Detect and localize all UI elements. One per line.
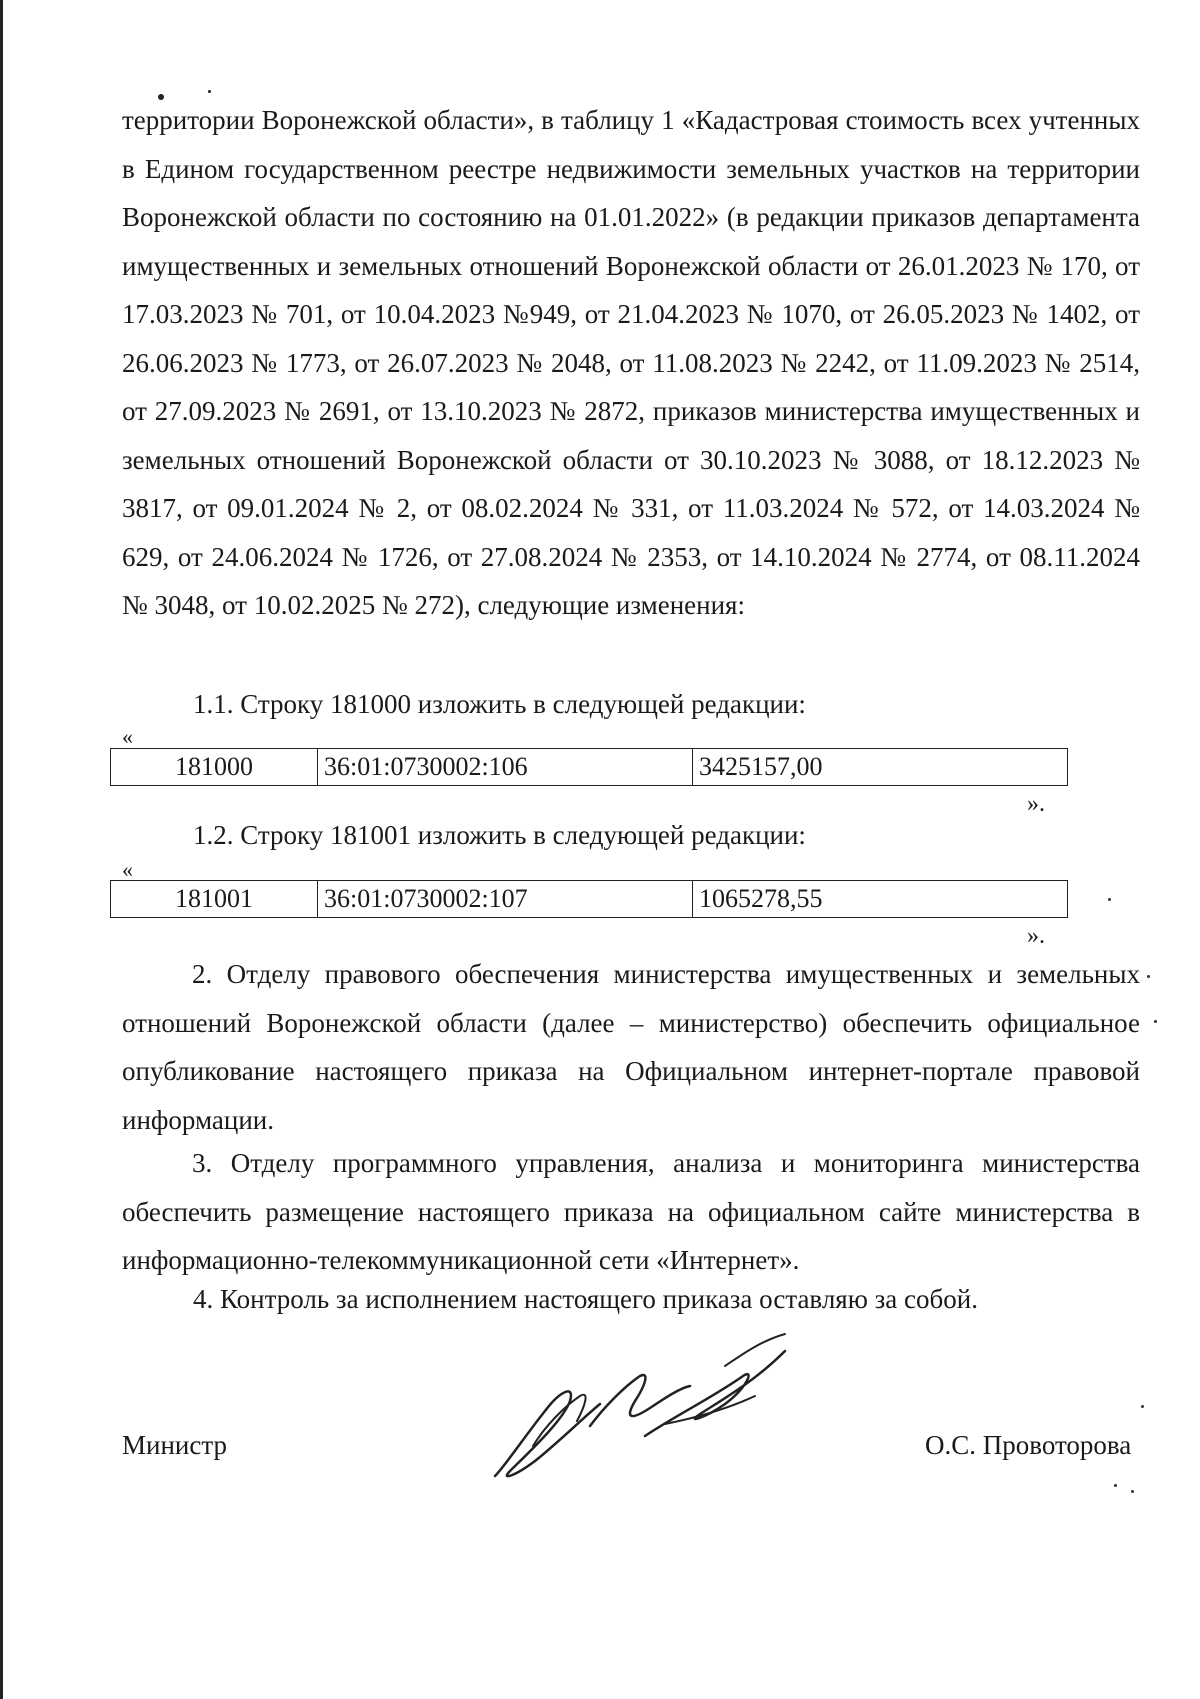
scan-mark [1147, 975, 1150, 978]
item-2-paragraph: 2. Отделу правового обеспечения министерства имущественных и земельных отношений Воронежской области (далее – министерство) обеспечить официальное опубликование настоящего приказа на Официальном интернет-портале правовой информации. [122, 959, 1140, 1135]
intro-paragraph: территории Воронежской области», в таблицу 1 «Кадастровая стоимость всех учтенных в Едином государственном реестре недвижимости земельных участков на территории Воронежской области по состоянию на 01.01.2022» (в редакции приказов департамента имущественных и земельных отношений Воронежской области от 26.01.2023 № 170, от 17.03.2023 № 701, от 10.04.2023 №949, от 21.04.2023 № 1070, от 26.05.2023 № 1402, от 26.06.2023 № 1773, от 26.07.2023 № 2048, от 11.08.2023 № 2242, от 11.09.2023 № 2514, от 27.09.2023 № 2691, от 13.10.2023 № 2872, приказов министерства имущественных и земельных отношений Воронежской области от 30.10.2023 № 3088, от 18.12.2023 № 3817, от 09.01.2024 № 2, от 08.02.2024 № 331, от 11.03.2024 № 572, от 14.03.2024 № 629, от 24.06.2024 № 1726, от 27.08.2024 № 2353, от 14.10.2024 № 2774, от 08.11.2024 № 3048, от 10.02.2025 № 272), следующие изменения: [122, 105, 1140, 620]
row-number: 181000 [111, 749, 318, 786]
scan-edge [0, 0, 3, 1699]
opening-quote: « [122, 857, 133, 882]
row-table [110, 748, 1068, 786]
opening-quote: « [122, 724, 133, 749]
scan-mark [208, 90, 211, 93]
row-number: 181001 [111, 881, 318, 918]
closing-quote: ». [1027, 791, 1045, 817]
scan-mark [1141, 1405, 1144, 1408]
row-table [110, 880, 1068, 918]
signatory-name: О.С. Провоторова [925, 1430, 1132, 1460]
table-row [111, 749, 1068, 786]
scan-mark [1154, 1020, 1157, 1023]
item-1-1: 1.1. Строку 181000 изложить в следующей редакции: [193, 689, 806, 719]
signatory-role: Министр [122, 1430, 227, 1460]
table-row [111, 881, 1068, 918]
item-3-paragraph: 3. Отделу программного управления, анализа и мониторинга министерства обеспечить размещение настоящего приказа на официальном сайте министерства в информационно-телекоммуникационной сети «Интернет». [122, 1148, 1140, 1275]
handwritten-signature [485, 1326, 795, 1496]
item-1-2: 1.2. Строку 181001 изложить в следующей редакции: [193, 820, 806, 850]
cadastral-value: 3425157,00 [693, 749, 1068, 786]
cadastral-number: 36:01:0730002:107 [318, 881, 693, 918]
cadastral-value: 1065278,55 [693, 881, 1068, 918]
closing-quote: ». [1027, 923, 1045, 949]
item-4-paragraph: 4. Контроль за исполнением настоящего приказа оставляю за собой. [193, 1284, 978, 1314]
scan-mark [1131, 1490, 1134, 1493]
scan-mark [1114, 1484, 1117, 1487]
scan-mark [1108, 898, 1111, 901]
cadastral-number: 36:01:0730002:106 [318, 749, 693, 786]
